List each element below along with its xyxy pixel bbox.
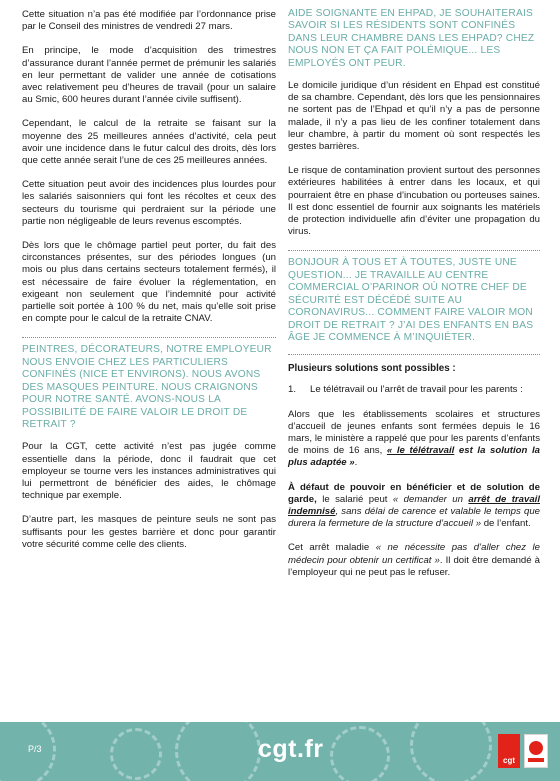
item-number: 1. <box>288 384 297 396</box>
paragraph: Cette situation n’a pas été modifiée par l’ordonnance prise par le Conseil des ministres de vendredi 27 mars. <box>22 9 276 33</box>
union-logo-bar <box>528 758 544 762</box>
question-text: BONJOUR À TOUS ET À TOUTES, JUSTE UNE QUESTION... JE TRAVAILLE AU CENTRE COMMERCIAL O’PARINOR OÙ NOTRE CHEF DE SÉCURITÉ EST DÉCÉDÉ SUITE AU CORONAVIRUS... COMMENT FAIRE VALOIR MON DROIT DE RETRAIT ? J’AI DES ENFANTS EN BAS ÂGE JE COMMENCE À M’INQUIÉTER. <box>288 257 534 343</box>
emphasis-text: est la solution la plus adaptée » <box>288 445 540 469</box>
paragraph: Le domicile juridique d’un résident en Ehpad est constitué de sa chambre. Cependant, dès lors que les pensionnaires ne sortent pas de l’Ehpad et qu’il n’y a pas de personne malade, il n’y a pas lieu de les confiner totalement dans leur chambre, à partir du moment où sont respectés les gestes barrières. <box>288 80 540 153</box>
bold-text: À défaut de pouvoir en bénéficier et de solution de garde, <box>288 481 540 505</box>
question-text: AIDE SOIGNANTE EN EHPAD, JE SOUHAITERAIS SAVOIR SI LES RÉSIDENTS SONT CONFINÉS DANS LEUR CHAMBRE DANS LES EHPAD? CHEZ NOUS NON ET ÇA FAIT POLÉMIQUE... LES EMPLOYÉS ONT PEUR. <box>288 8 535 69</box>
paragraph: Le risque de contamination provient surtout des personnes extérieures habilitées à entrer dans les locaux, et qui pourraient être en phase d’incubation ou porteuses saines. Il est donc essentiel de fournir aux soignants les matériels de protection individuelle afin d’éviter une propagation du virus. <box>288 165 540 238</box>
italic-text: « demander un <box>392 493 469 505</box>
divider <box>288 354 540 355</box>
italic-text: , sans délai de carence et valable le temps que durera la fermeture de la structure d’accueil » <box>288 505 540 530</box>
paragraph: En principe, le mode d’acquisition des trimestres d’assurance durant l’année permet de prémunir les salariés en leur permettant de valider une année de cotisations avec relativement peu d’heures de travail (pour un salaire au Smic, 600 heures durant l’année civile suffisent). <box>22 45 276 106</box>
right-column <box>288 8 540 591</box>
emphasis-text: arrêt de travail indemnisé <box>288 493 540 517</box>
gear-decoration-icon <box>330 726 390 781</box>
gear-decoration-icon <box>110 728 162 780</box>
text: le salarié peut <box>316 493 393 505</box>
text: Cet arrêt maladie <box>288 542 376 554</box>
gear-decoration-icon <box>410 722 492 781</box>
item-text: Le télétravail ou l’arrêt de travail pour les parents : <box>310 384 523 396</box>
numbered-item <box>288 384 540 396</box>
paragraph: Dès lors que le chômage partiel peut porter, du fait des circonstances présentes, sur des périodes longues (un mois ou plus dans certains secteurs totalement fermés), il est nécessaire de faire évoluer la réglementation, en exigeant non seulement que l’indemnité pour activité partielle soit portée à 100 % du net, mais qu’elle soit prise en compte pour le calcul de la retraite CNAV. <box>22 240 276 325</box>
paragraph <box>288 482 540 531</box>
text: de l’enfant. <box>481 518 531 530</box>
paragraph <box>288 409 540 470</box>
paragraph: Cette situation peut avoir des incidences plus lourdes pour les salariés saisonniers qui font les récoltes et ceux des secteurs du tourisme qui perdraient sur la période une partie non négligeable de leurs revenus escomptés. <box>22 179 276 227</box>
emphasis-text: « le télétravail <box>386 445 455 457</box>
cgt-logo: cgt <box>498 734 520 768</box>
footer-band <box>0 722 560 781</box>
paragraph: Pour la CGT, cette activité n’est pas jugée comme essentielle dans la période, donc il faudrait que cet employeur se tourne vers les instances administratives qui lui permettront de bénéficier des aides, le chômage technique par exemple. <box>22 441 276 502</box>
paragraph: D’autre part, les masques de peinture seuls ne sont pas suffisants pour les gestes barrière et donc pour garantir votre sécurité comme celle des clients. <box>22 514 276 550</box>
text: . Il doit être demandé à l’employeur qui ne peut pas le refuser. <box>288 554 540 578</box>
website-link[interactable]: cgt.fr <box>258 735 324 763</box>
question-box <box>22 337 276 431</box>
text: Alors que les établissements scolaires et structures d’accueil de jeunes enfants sont fermées depuis le 16 mars, le ministère a rappelé que pour les parents d’enfants de moins de 16 ans, <box>288 408 540 457</box>
question-text: PEINTRES, DÉCORATEURS, NOTRE EMPLOYEUR NOUS ENVOIE CHEZ LES PARTICULIERS CONFINÉS (NICE ET ENVIRONS). NOUS AVONS DES MASQUES PEINTURE. NOUS CRAIGNONS POUR NOTRE SANTÉ. AVONS-NOUS LA POSSIBILITÉ DE FAIRE VALOIR LE DROIT DE RETRAIT ? <box>22 344 272 430</box>
left-column <box>22 9 276 563</box>
union-logo-emblem-icon <box>529 741 543 755</box>
italic-text: « ne nécessite pas d’aller chez le médecin pour obtenir un certificat » <box>288 542 541 566</box>
question-box <box>288 250 540 344</box>
union-logo <box>524 734 548 768</box>
gear-decoration-icon <box>175 722 261 781</box>
section-heading: Plusieurs solutions sont possibles : <box>288 363 456 375</box>
page-number: P/3 <box>28 744 42 754</box>
paragraph <box>288 542 540 579</box>
question-box <box>288 8 540 70</box>
text: . <box>354 457 358 469</box>
paragraph: Cependant, le calcul de la retraite se faisant sur la moyenne des 25 meilleures années d’activité, cela peut avoir une incidence dans le futur calcul des droits, dès lors que cette année serait l’une de ces 25 meilleures années. <box>22 118 276 167</box>
